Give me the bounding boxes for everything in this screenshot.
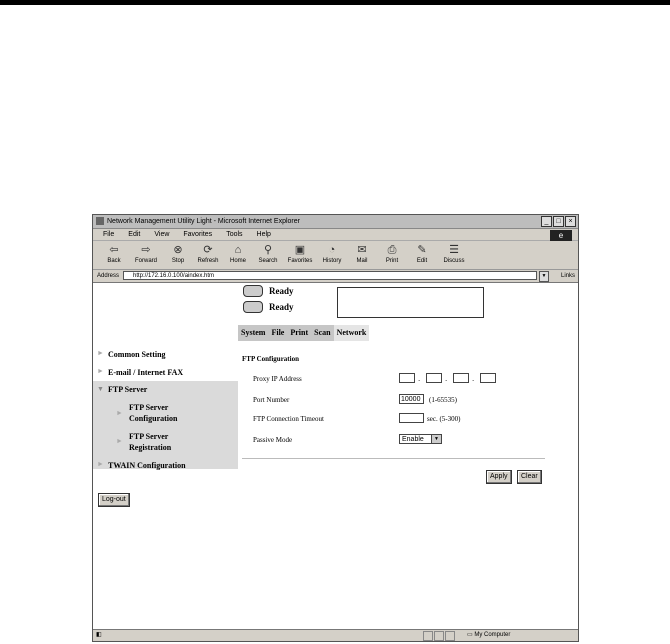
mail-icon: ✉ xyxy=(357,244,367,256)
discuss-icon: ☰ xyxy=(449,244,459,256)
page-content xyxy=(93,283,578,629)
status-cell xyxy=(434,631,444,641)
sidebar-subitem-ftp-registration-line2[interactable]: Registration xyxy=(129,443,172,452)
toolbar xyxy=(93,241,578,270)
refresh-button[interactable] xyxy=(193,241,223,269)
history-label: History xyxy=(322,258,342,264)
back-label: Back xyxy=(107,258,121,264)
arrow-icon: ► xyxy=(97,461,104,468)
browser-icon xyxy=(96,217,104,225)
discuss-label: Discuss xyxy=(443,258,465,264)
stop-icon: ⊗ xyxy=(173,244,183,256)
refresh-label: Refresh xyxy=(197,258,219,264)
back-button[interactable] xyxy=(99,241,129,269)
sidebar-selected-group xyxy=(93,381,238,469)
search-button[interactable] xyxy=(253,241,283,269)
edit-label: Edit xyxy=(416,258,428,264)
proxy-ip-label: Proxy IP Address xyxy=(253,375,302,383)
tab-print[interactable]: Print xyxy=(287,325,311,341)
favorites-label: Favorites xyxy=(287,258,313,264)
proxy-ip-octet-1[interactable] xyxy=(399,373,415,383)
connection-timeout-label: FTP Connection Timeout xyxy=(253,415,324,423)
edit-button[interactable] xyxy=(407,241,437,269)
connection-timeout-hint: sec. (5-300) xyxy=(427,415,461,423)
passive-mode-value: Enable xyxy=(402,436,424,443)
sidebar-item-common-setting[interactable]: Common Setting xyxy=(108,350,166,359)
window-title: Network Management Utility Light - Microsoft Internet Explorer xyxy=(107,218,300,225)
tab-scan[interactable]: Scan xyxy=(311,325,333,341)
back-arrow-icon: ⇦ xyxy=(109,244,119,256)
status-line-2: Ready xyxy=(269,302,294,312)
arrow-icon: ► xyxy=(97,350,104,357)
passive-mode-label: Passive Mode xyxy=(253,436,293,444)
menu-favorites[interactable]: Favorites xyxy=(183,231,213,238)
chevron-down-icon[interactable]: ▼ xyxy=(431,435,441,443)
browser-window xyxy=(92,214,579,642)
port-number-input[interactable]: 10000 xyxy=(399,394,424,404)
forward-button[interactable] xyxy=(129,241,163,269)
computer-icon: ▭ xyxy=(467,632,475,638)
security-zone xyxy=(467,630,510,641)
sidebar-subitem-ftp-config-line2[interactable]: Configuration xyxy=(129,414,178,423)
status-line-1: Ready xyxy=(269,286,294,296)
sidebar-item-twain-config[interactable]: TWAIN Configuration xyxy=(108,461,186,470)
print-icon: ⎙ xyxy=(387,244,397,256)
sidebar-item-ftp-server[interactable]: FTP Server xyxy=(108,385,148,394)
sidebar-subitem-ftp-config-line1[interactable]: FTP Server xyxy=(129,403,169,412)
arrow-icon: ► xyxy=(116,410,123,417)
minimize-button[interactable]: _ xyxy=(541,216,552,227)
mail-label: Mail xyxy=(356,258,368,264)
address-label: Address xyxy=(97,273,120,279)
favorites-button[interactable] xyxy=(283,241,317,269)
print-label: Print xyxy=(385,258,399,264)
proxy-ip-octet-4[interactable] xyxy=(480,373,496,383)
proxy-ip-octet-2[interactable] xyxy=(426,373,442,383)
history-icon: ◔ xyxy=(328,244,336,256)
stop-label: Stop xyxy=(171,258,185,264)
address-dropdown[interactable]: ▼ xyxy=(539,271,549,282)
maximize-button[interactable]: □ xyxy=(553,216,564,227)
ie-logo-icon: e xyxy=(550,230,572,241)
home-label: Home xyxy=(229,258,246,264)
top-rule xyxy=(0,0,670,5)
edit-icon: ✎ xyxy=(417,244,427,256)
title-bar xyxy=(93,215,578,229)
mail-button[interactable] xyxy=(347,241,377,269)
arrow-icon: ► xyxy=(116,438,123,445)
page-status-icon: ◧ xyxy=(96,632,102,638)
sidebar-item-email-fax[interactable]: E-mail / Internet FAX xyxy=(108,368,184,377)
home-icon: ⌂ xyxy=(234,244,242,256)
menu-bar xyxy=(93,229,578,241)
passive-mode-select[interactable] xyxy=(399,434,442,444)
status-cell xyxy=(445,631,455,641)
arrow-icon: ► xyxy=(97,368,104,375)
device-status xyxy=(243,283,294,315)
status-bar xyxy=(93,629,578,641)
menu-view[interactable]: View xyxy=(154,231,170,238)
refresh-icon: ⟳ xyxy=(203,244,213,256)
forward-arrow-icon: ⇨ xyxy=(141,244,151,256)
main-panel xyxy=(238,283,578,629)
menu-file[interactable]: File xyxy=(103,231,115,238)
discuss-button[interactable] xyxy=(437,241,471,269)
close-button[interactable]: × xyxy=(565,216,576,227)
section-title: FTP Configuration xyxy=(242,355,299,363)
status-cell xyxy=(423,631,433,641)
menu-help[interactable]: Help xyxy=(256,231,271,238)
address-input[interactable]: http://172.16.0.100/aindex.htm xyxy=(123,271,537,280)
port-number-label: Port Number xyxy=(253,396,290,404)
divider xyxy=(242,458,545,459)
links-button[interactable]: Links xyxy=(560,273,575,279)
address-bar xyxy=(93,270,578,283)
history-button[interactable] xyxy=(317,241,347,269)
tab-file[interactable]: File xyxy=(268,325,287,341)
home-button[interactable] xyxy=(223,241,253,269)
menu-tools[interactable]: Tools xyxy=(226,231,243,238)
menu-edit[interactable]: Edit xyxy=(128,231,141,238)
tab-bar xyxy=(238,325,369,341)
scanner-icon xyxy=(243,301,263,313)
sidebar-subitem-ftp-registration-line1[interactable]: FTP Server xyxy=(129,432,169,441)
ip-dot: . xyxy=(418,374,421,383)
ip-dot: . xyxy=(445,374,448,383)
forward-label: Forward xyxy=(134,258,157,264)
print-button[interactable] xyxy=(377,241,407,269)
clear-button[interactable]: Clear xyxy=(517,470,542,484)
message-box xyxy=(337,287,484,318)
zone-label: My Computer xyxy=(474,632,511,638)
logout-button[interactable]: Log-out xyxy=(98,493,130,507)
connection-timeout-input[interactable] xyxy=(399,413,424,423)
sidebar xyxy=(93,283,238,629)
tab-system[interactable]: System xyxy=(238,325,268,341)
printer-icon xyxy=(243,285,263,297)
stop-button[interactable] xyxy=(163,241,193,269)
search-label: Search xyxy=(258,258,278,264)
favorites-icon: ▣ xyxy=(294,244,306,256)
search-icon: ⚲ xyxy=(263,244,273,256)
ip-dot: . xyxy=(472,374,475,383)
proxy-ip-octet-3[interactable] xyxy=(453,373,469,383)
tab-network[interactable]: Network xyxy=(334,325,370,341)
port-number-hint: (1-65535) xyxy=(429,396,457,404)
apply-button[interactable]: Apply xyxy=(486,470,512,484)
arrow-down-icon: ▼ xyxy=(97,386,104,393)
